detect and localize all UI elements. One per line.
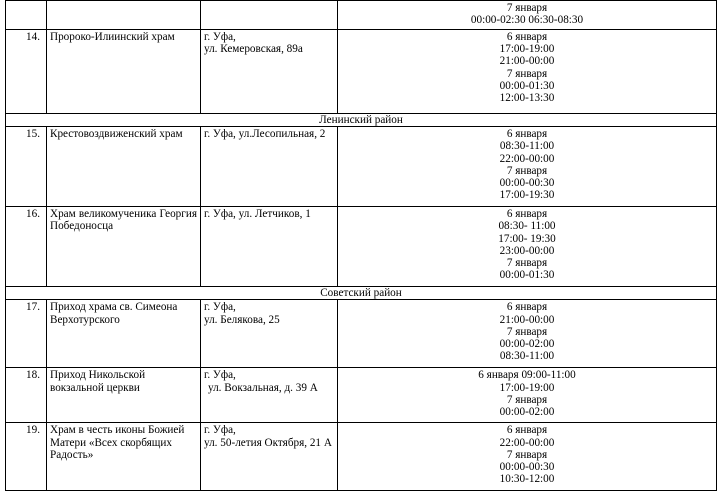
time-line: 7 января [506,164,548,177]
church-address [201,207,338,287]
time-line: 21:00-00:00 [499,55,555,68]
time-line: 17:00- 19:30 [498,232,556,245]
service-times [338,423,717,491]
service-times [338,127,717,207]
table-row [6,207,717,287]
church-name: Храм великомученика Георгия Победоносца [47,207,201,287]
address-line: г. Уфа, ул.Лесопильная, 2 [204,128,326,141]
time-line: 00:00-02:30 06:30-08:30 [470,14,584,27]
row-number: 17. [6,300,47,368]
row-number: 15. [6,127,47,207]
church-address [201,300,338,368]
address-line: ул. 50-летия Октября, 21 А [204,436,332,449]
time-line: 00:00-00:30 [499,461,555,474]
table-row [6,423,717,491]
address-line: г. Уфа, [204,31,236,43]
address-line: г. Уфа, [204,424,236,437]
time-line: 17:00-19:00 [499,381,555,394]
schedule-table [5,0,717,491]
time-line: 00:00-01:30 [499,79,555,92]
church-name [47,1,201,30]
time-line: 00:00-02:00 [499,406,555,419]
time-line: 6 января [506,128,548,141]
schedule-document [5,0,716,491]
row-number: 19. [6,423,47,491]
service-times [338,30,717,114]
church-address [201,368,338,423]
time-line: 22:00-00:00 [499,152,555,165]
church-name: Приход храма св. Симеона Верхотурского [47,300,201,368]
table-row [6,368,717,423]
row-number: 18. [6,368,47,423]
district-row [6,287,717,300]
service-times [338,300,717,368]
table-row [6,300,717,368]
time-line: 7 января [506,257,548,270]
time-line: 08:30- 11:00 [498,220,556,233]
church-name: Пророко-Илиинский храм [47,30,201,114]
row-number: 16. [6,207,47,287]
address-line: ул. Белякова, 25 [204,313,280,326]
time-line: 6 января [506,301,548,314]
address-line: ул. Кемеровская, 89а [204,43,303,56]
church-address [201,423,338,491]
time-line: 00:00-01:30 [499,269,555,282]
time-line: 00:00-02:00 [499,338,555,351]
time-line: 10:30-12:00 [499,473,555,486]
table-row [6,127,717,207]
time-line: 7 января [506,393,548,406]
church-name: Храм в честь иконы Божией Матери «Всех скорбящих Радость» [47,423,201,491]
time-line: 7 января [506,67,548,80]
church-address [201,30,338,114]
time-line: 08:30-11:00 [499,140,555,153]
time-line: 08:30-11:00 [499,350,555,363]
time-line: 7 января [506,448,548,461]
address-line: г. Уфа, [204,301,236,314]
table-row [6,1,717,30]
time-line: 22:00-00:00 [499,436,555,449]
service-times [338,368,717,423]
time-line: 23:00-00:00 [499,244,555,257]
service-times [338,207,717,287]
service-times [338,1,717,30]
table-row [6,30,717,114]
address-line: ул. Вокзальная, д. 39 А [208,381,318,394]
time-line: 17:00-19:00 [499,43,555,56]
row-number: 14. [6,30,47,114]
time-line: 21:00-00:00 [499,313,555,326]
time-line: 17:00-19:30 [499,189,555,202]
address-line: г. Уфа, ул. Летчиков, 1 [204,208,311,221]
church-address [201,1,338,30]
row-number [6,1,47,30]
time-line: 7 января [506,2,548,14]
district-row [6,114,717,127]
time-line: 7 января [506,325,548,338]
time-line: 6 января [506,208,548,221]
time-line: 6 января [506,424,548,437]
church-name: Приход Никольской вокзальной церкви [47,368,201,423]
time-line: 6 января 09:00-11:00 [478,369,576,382]
address-line: г. Уфа, [204,369,236,382]
church-address [201,127,338,207]
church-name: Крестовоздвиженский храм [47,127,201,207]
time-line: 00:00-00:30 [499,177,555,190]
time-line: 6 января [506,31,548,43]
time-line: 12:00-13:30 [499,92,555,105]
district-label: Ленинский район [6,114,717,127]
district-label: Советский район [6,287,717,300]
